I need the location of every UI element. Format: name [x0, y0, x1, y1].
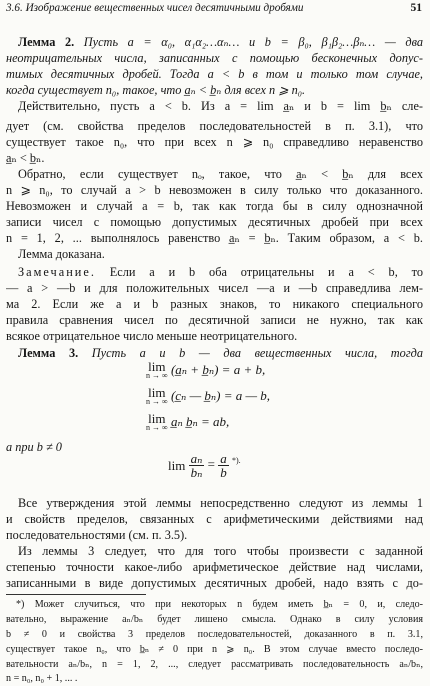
body-line: существует такое n₀, что при всех n ⩾ n₀ справедливо неравенство: [6, 135, 423, 149]
equals-sign: =: [207, 456, 215, 472]
body-line: Невозможен и случай a = b, так как тогда бы в силу однозначной: [6, 199, 423, 213]
remark-line: [6, 265, 423, 280]
body-line: Лемма доказана.: [18, 247, 105, 261]
body-line: последовательностями (см. п. 3.5).: [6, 528, 188, 542]
footnote-line: n = n₀, n₀ + 1, ... .: [6, 673, 78, 684]
body-line: записи чисел с помощью допустимых десятичных дробей при всех: [6, 215, 423, 229]
footnote-rule: [6, 594, 146, 595]
equation-product-body: a̲ₙ b̲ₙ = ab,: [170, 414, 230, 429]
footnote-marker: *).: [231, 456, 241, 466]
footnote-line: существует такое n₀, что b̲ₙ ≠ 0 при n ⩾ n₀. В этом случае вместо последо-: [6, 644, 423, 655]
remark-line: правила сравнения чисел по десятичной записи не нужно, так как: [6, 313, 423, 327]
remark-line: всякое отрицательное число меньше неотрицательного.: [6, 329, 298, 343]
lemma3-text: Пусть a и b — два вещественных числа, тогда: [91, 346, 423, 360]
fraction: [218, 452, 229, 479]
lemma2-label: Лемма 2.: [18, 35, 75, 49]
remark-label: Замечание.: [18, 265, 96, 279]
body-line: n = 1, 2, ... выполнялось равенство a̲ₙ = b̲ₙ. Таким образом, a < b.: [6, 231, 423, 245]
lemma2-line: тимых десятичных дробей. Тогда a < b в том и только том случае,: [6, 67, 423, 81]
footnote-line: b ≠ 0 и свойства 3 пределов последовательностей, доказанного в п. 3.1,: [6, 629, 423, 640]
fraction-numerator: aₙ: [190, 451, 203, 466]
remark-line: — a > —b и для положительных чисел —a и —b справедлива лем-: [6, 281, 423, 295]
section-title: 3.6. Изображение вещественных чисел десятичными дробями: [6, 2, 304, 14]
body-line: степенью точности какое-либо арифметическое действие над числами,: [6, 560, 423, 574]
body-line: Все утверждения этой леммы непосредственно следуют из леммы 1: [18, 496, 423, 510]
body-line: Из леммы 3 следует, что для того чтобы произвести с заданной: [18, 544, 423, 558]
page-number: 51: [410, 2, 422, 14]
fraction-numerator: a: [220, 451, 227, 466]
body-line: n ⩾ n₀, то случай a > b невозможен в силу только что доказанного.: [6, 183, 423, 197]
body-line: Обратно, если существует nₒ, такое, что a̲ₙ < b̲ₙ для всех: [18, 167, 423, 181]
fraction: [189, 452, 205, 479]
lemma2-line: [6, 35, 423, 50]
lemma3-line: [6, 346, 423, 361]
body-line: Действительно, пусть a < b. Из a = lim a̲ₙ и b = lim b̲ₙ сле-: [18, 99, 423, 113]
lim-subscript: n → ∞: [146, 397, 168, 407]
equation-difference-body: (c̲ₙ — b̲ₙ) = a — b,: [170, 388, 271, 403]
fraction-denominator: b: [220, 465, 227, 480]
remark-line: ма 2. Если же a и b разных знаков, то никакого специального: [6, 297, 423, 311]
condition-text: a при b ≠ 0: [6, 440, 62, 454]
equation-sum: lim n → ∞ (a̲ₙ + b̲ₙ) = a + b,: [146, 359, 266, 381]
body-line: дует (см. свойства пределов последовательностей в п. 3.1), что: [6, 119, 423, 133]
footnote-line: вательности aₙ/bₙ, n = 1, 2, ..., следует рассматривать последовательность aₙ/bₙ,: [6, 659, 423, 670]
equation-quotient: lim $\frac{\text{aₙ}}{\text{bₙ}}$ = $\frac{a}{b}$ *).: [168, 451, 241, 480]
lemma2-line: когда существует n₀, такое, что a̲ₙ < b̲ₙ для всех n ⩾ n₀.: [6, 83, 306, 97]
lim-subscript: n → ∞: [146, 371, 168, 381]
lemma3-label: Лемма 3.: [18, 346, 79, 360]
footnote-line: *) Может случиться, что при некоторых n будем иметь b̲ₙ = 0, и, следо-: [16, 599, 423, 610]
remark-text: Если a и b оба отрицательны и a < b, то: [109, 265, 423, 279]
running-header: [6, 2, 422, 18]
footnote-line: вательно, выражение aₙ/bₙ будет лишено смысла. Однако в силу условия: [6, 614, 423, 625]
equation-product: lim n → ∞ a̲ₙ b̲ₙ = ab,: [146, 411, 230, 433]
body-line: записанными в виде допустимых десятичных дробей, надо взять с до-: [6, 576, 423, 590]
fraction-denominator: bₙ: [190, 465, 203, 480]
lemma2-text: Пусть a = α₀, α₁α₂…αₙ… и b = β₀, β₁β₂…βₙ… — два: [83, 35, 423, 49]
lemma2-line: неотрицательных числа, записанных с помощью бесконечных допус-: [6, 51, 423, 65]
lim-subscript: n → ∞: [146, 423, 168, 433]
body-line: и свойств пределов, связанных с арифметическими действиями над: [6, 512, 423, 526]
body-line: a̲ₙ < b̲ₙ.: [6, 151, 45, 165]
equation-difference: lim n → ∞ (c̲ₙ — b̲ₙ) = a — b,: [146, 385, 271, 407]
equation-sum-body: (a̲ₙ + b̲ₙ) = a + b,: [170, 362, 266, 377]
